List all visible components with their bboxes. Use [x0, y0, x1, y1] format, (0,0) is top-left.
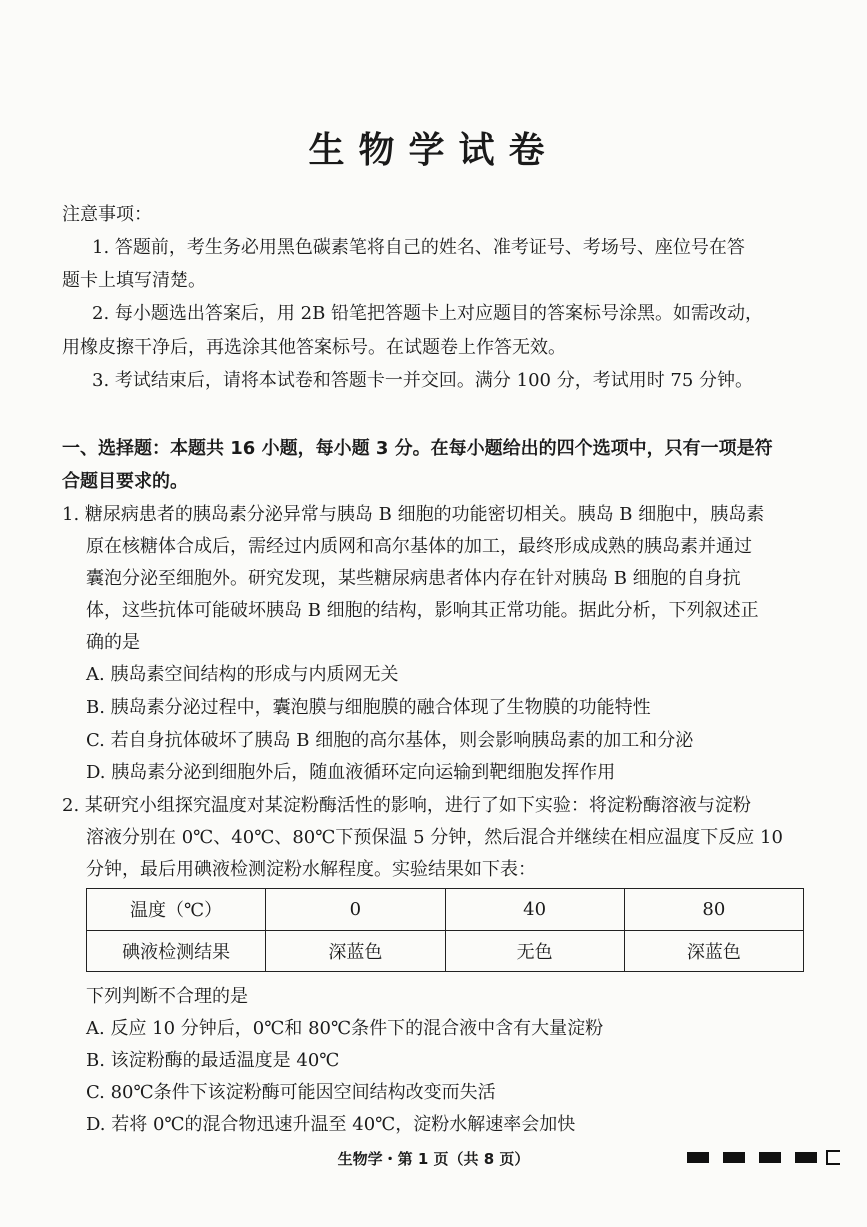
q1-stem: 确的是 [86, 632, 140, 653]
scan-mark [759, 1152, 781, 1163]
section-heading: 一、选择题：本题共 16 小题，每小题 3 分。在每小题给出的四个选项中，只有一项是符 [62, 438, 773, 459]
table-cell: 深蓝色 [624, 930, 803, 972]
q2-stem: 溶液分别在 0℃、40℃、80℃下预保温 5 分钟，然后混合并继续在相应温度下反应 10 [86, 827, 783, 848]
result-table [86, 888, 804, 972]
scan-mark [795, 1152, 817, 1163]
q1-stem: 体，这些抗体可能破坏胰岛 B 细胞的结构，影响其正常功能。据此分析，下列叙述正 [86, 600, 759, 621]
table-cell: 80 [624, 889, 803, 931]
q1-option-a: A. 胰岛素空间结构的形成与内质网无关 [86, 664, 399, 685]
q1-option-c: C. 若自身抗体破坏了胰岛 B 细胞的高尔基体，则会影响胰岛素的加工和分泌 [86, 730, 694, 751]
table-cell: 碘液检测结果 [87, 930, 266, 972]
table-cell: 0 [266, 889, 445, 931]
page-footer: 生物学・第 1 页（共 8 页） [337, 1150, 530, 1168]
table-cell: 无色 [445, 930, 624, 972]
notice-line: 1. 答题前，考生务必用黑色碳素笔将自己的姓名、准考证号、考场号、座位号在答 [92, 237, 745, 258]
notice-line: 2. 每小题选出答案后，用 2B 铅笔把答题卡上对应题目的答案标号涂黑。如需改动， [92, 303, 764, 324]
table-row [87, 889, 804, 931]
corner-mark [826, 1150, 840, 1165]
table-cell: 40 [445, 889, 624, 931]
q2-stem: 分钟，最后用碘液检测淀粉水解程度。实验结果如下表： [86, 859, 536, 880]
scan-mark [723, 1152, 745, 1163]
notice-line: 3. 考试结束后，请将本试卷和答题卡一并交回。满分 100 分，考试用时 75 分钟。 [92, 370, 754, 391]
q2-option-d: D. 若将 0℃的混合物迅速升温至 40℃，淀粉水解速率会加快 [86, 1114, 576, 1135]
notice-heading: 注意事项： [62, 204, 152, 225]
q2-prompt: 下列判断不合理的是 [86, 986, 248, 1007]
q1-option-d: D. 胰岛素分泌到细胞外后，随血液循环定向运输到靶细胞发挥作用 [86, 762, 616, 783]
q2-option-b: B. 该淀粉酶的最适温度是 40℃ [86, 1050, 340, 1071]
table-cell: 温度（℃） [87, 889, 266, 931]
page-title: 生物学试卷 [308, 130, 559, 171]
table-row [87, 930, 804, 972]
scan-mark [687, 1152, 709, 1163]
q1-stem: 原在核糖体合成后，需经过内质网和高尔基体的加工，最终形成成熟的胰岛素并通过 [86, 536, 752, 557]
notice-line: 题卡上填写清楚。 [62, 270, 206, 291]
table-cell: 深蓝色 [266, 930, 445, 972]
scan-marks [687, 1152, 817, 1163]
q1-stem: 1. 糖尿病患者的胰岛素分泌异常与胰岛 B 细胞的功能密切相关。胰岛 B 细胞中，胰岛素 [62, 504, 765, 525]
q2-option-c: C. 80℃条件下该淀粉酶可能因空间结构改变而失活 [86, 1082, 496, 1103]
q1-option-b: B. 胰岛素分泌过程中，囊泡膜与细胞膜的融合体现了生物膜的功能特性 [86, 697, 651, 718]
q2-option-a: A. 反应 10 分钟后，0℃和 80℃条件下的混合液中含有大量淀粉 [86, 1018, 604, 1039]
q1-stem: 囊泡分泌至细胞外。研究发现，某些糖尿病患者体内存在针对胰岛 B 细胞的自身抗 [86, 568, 741, 589]
q2-stem: 2. 某研究小组探究温度对某淀粉酶活性的影响，进行了如下实验：将淀粉酶溶液与淀粉 [62, 795, 751, 816]
notice-line: 用橡皮擦干净后，再选涂其他答案标号。在试题卷上作答无效。 [62, 337, 566, 358]
section-heading: 合题目要求的。 [62, 471, 188, 492]
